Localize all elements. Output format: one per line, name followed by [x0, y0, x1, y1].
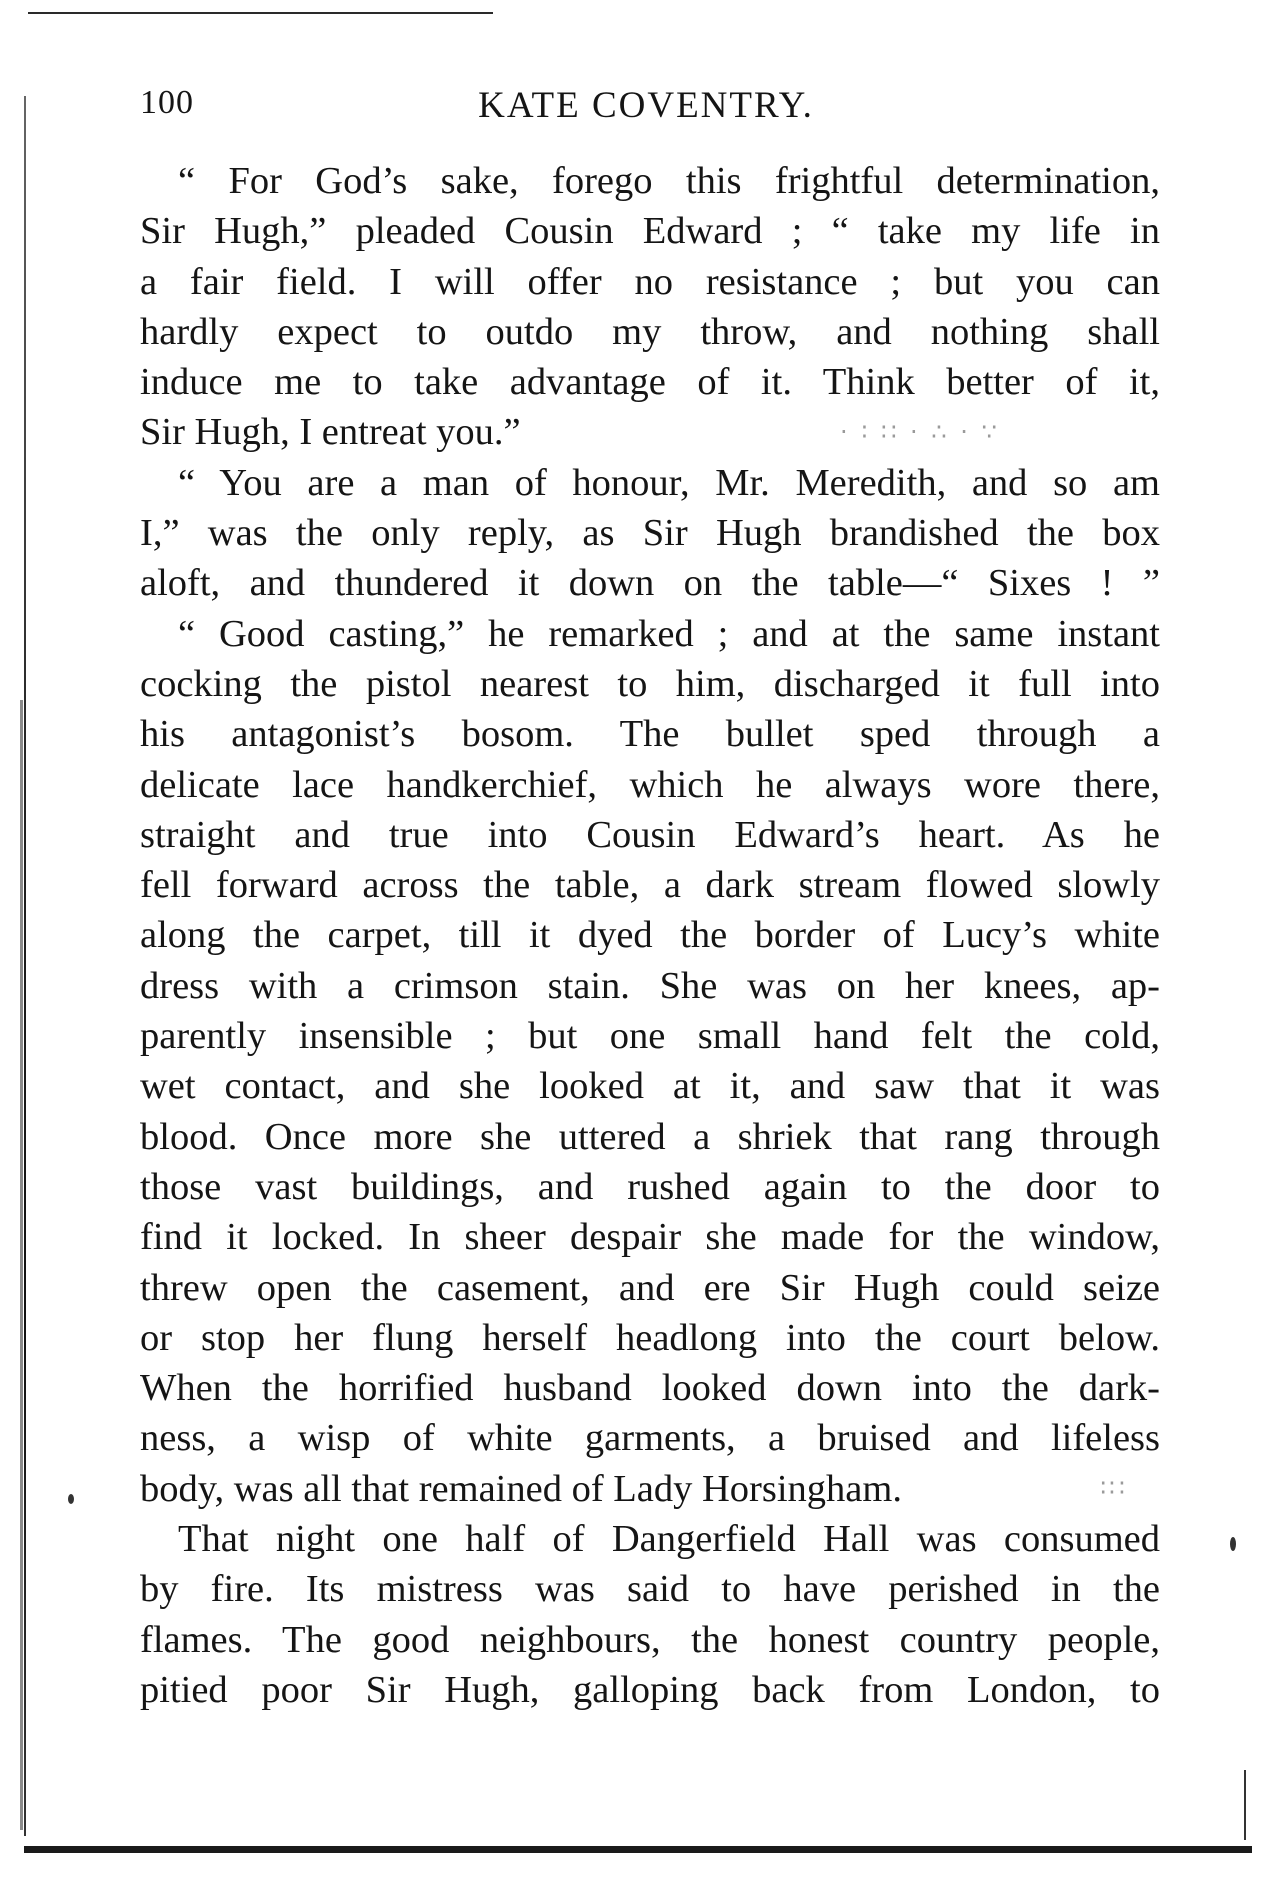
text-line: along the carpet, till it dyed the border of Lucy’s white: [140, 914, 1160, 957]
text-line: fell forward across the table, a dark stream flowed slowly: [140, 864, 1160, 907]
binding-shadow: [20, 700, 23, 1830]
page-left-edge: [24, 96, 26, 1836]
text-line: those vast buildings, and rushed again to the door to: [140, 1165, 1160, 1208]
text-line: pitied poor Sir Hugh, galloping back from London, to: [140, 1668, 1160, 1711]
text-line: delicate lace handkerchief, which he always wore there,: [140, 763, 1160, 806]
text-line: hardly expect to outdo my throw, and nothing shall: [140, 310, 1160, 353]
text-line: When the horrified husband looked down into the dark-: [140, 1367, 1160, 1410]
text-line: threw open the casement, and ere Sir Hugh could seize: [140, 1266, 1160, 1309]
print-smudge: · ∶ ∷ · ∴ · ∵: [840, 418, 1000, 446]
bottom-rule: [24, 1846, 1252, 1853]
text-line: find it locked. In sheer despair she made for the window,: [140, 1216, 1160, 1259]
text-line: Sir Hugh,” pleaded Cousin Edward ; “ take my life in: [140, 210, 1160, 253]
text-line: parently insensible ; but one small hand felt the cold,: [140, 1015, 1160, 1058]
print-smudge: ∶∷: [1100, 1474, 1128, 1502]
text-line: body, was all that remained of Lady Horsingham.: [140, 1467, 902, 1510]
text-line: flames. The good neighbours, the honest country people,: [140, 1618, 1160, 1661]
text-line: That night one half of Dangerfield Hall was consumed: [178, 1518, 1160, 1561]
running-title: KATE COVENTRY.: [478, 85, 814, 126]
text-line: dress with a crimson stain. She was on her knees, ap-: [140, 964, 1160, 1007]
text-line: his antagonist’s bosom. The bullet sped through a: [140, 713, 1160, 756]
text-line: “ Good casting,” he remarked ; and at the same instant: [178, 612, 1160, 655]
text-line: “ For God’s sake, forego this frightful determination,: [178, 160, 1160, 202]
text-line: by fire. Its mistress was said to have perished in the: [140, 1568, 1160, 1611]
text-line: induce me to take advantage of it. Think better of it,: [140, 361, 1160, 404]
top-rule: [28, 12, 493, 14]
text-line: aloft, and thundered it down on the table—“ Sixes ! ”: [140, 562, 1160, 605]
text-line: “ You are a man of honour, Mr. Meredith, and so am: [178, 461, 1160, 504]
text-line: or stop her flung herself headlong into the court below.: [140, 1316, 1160, 1359]
text-line: ness, a wisp of white garments, a bruised and lifeless: [140, 1417, 1160, 1460]
text-line: straight and true into Cousin Edward’s heart. As he: [140, 813, 1160, 856]
page-right-mark: [1244, 1770, 1246, 1840]
page-number: 100: [140, 84, 194, 121]
speck: [68, 1494, 74, 1504]
text-line: cocking the pistol nearest to him, discharged it full into: [140, 662, 1160, 705]
body-text: [140, 156, 1160, 1715]
text-line: a fair field. I will offer no resistance ; but you can: [140, 260, 1160, 303]
text-line: I,” was the only reply, as Sir Hugh brandished the box: [140, 512, 1160, 555]
speck: [1230, 1537, 1236, 1551]
text-line: blood. Once more she uttered a shriek that rang through: [140, 1115, 1160, 1158]
text-line: Sir Hugh, I entreat you.”: [140, 411, 521, 454]
text-line: wet contact, and she looked at it, and saw that it was: [140, 1065, 1160, 1108]
